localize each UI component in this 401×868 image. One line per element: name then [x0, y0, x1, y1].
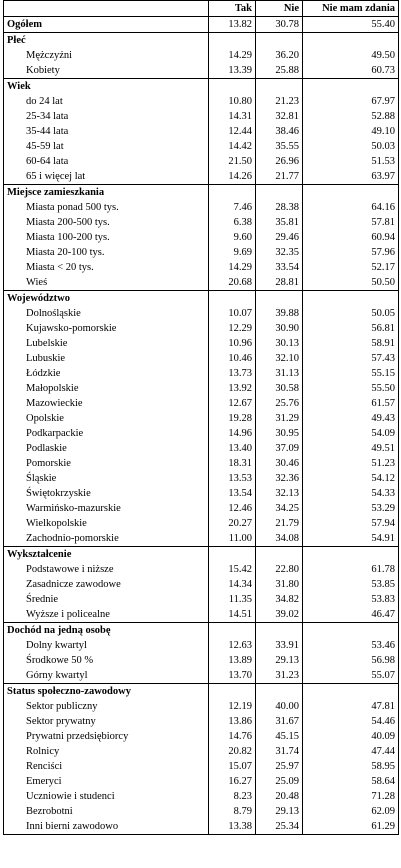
value-cell: 50.50 [303, 275, 399, 291]
value-cell: 58.95 [303, 759, 399, 774]
row-label: Górny kwartyl [4, 668, 209, 684]
table-row [4, 366, 399, 381]
value-cell: 36.20 [256, 48, 303, 63]
table-row [4, 260, 399, 275]
section-header-row [4, 185, 399, 201]
table-row [4, 774, 399, 789]
value-cell: 54.46 [303, 714, 399, 729]
value-cell: 57.81 [303, 215, 399, 230]
value-cell: 21.77 [256, 169, 303, 185]
value-cell: 12.19 [209, 699, 256, 714]
table-row [4, 592, 399, 607]
section-value-cell: 55.40 [303, 17, 399, 33]
value-cell: 55.15 [303, 366, 399, 381]
section-value-cell [209, 185, 256, 201]
value-cell: 34.08 [256, 531, 303, 547]
table-row [4, 699, 399, 714]
survey-table [3, 0, 399, 835]
table-row [4, 456, 399, 471]
row-label: Podkarpackie [4, 426, 209, 441]
value-cell: 54.09 [303, 426, 399, 441]
value-cell: 35.55 [256, 139, 303, 154]
table-row [4, 789, 399, 804]
value-cell: 32.81 [256, 109, 303, 124]
row-label: Wyższe i policealne [4, 607, 209, 623]
value-cell: 28.81 [256, 275, 303, 291]
table-row [4, 653, 399, 668]
section-group [4, 291, 399, 547]
section-value-cell [209, 79, 256, 95]
value-cell: 13.70 [209, 668, 256, 684]
value-cell: 37.09 [256, 441, 303, 456]
value-cell: 47.44 [303, 744, 399, 759]
table-row [4, 441, 399, 456]
section-value-cell [209, 684, 256, 700]
row-label: Warmińsko-mazurskie [4, 501, 209, 516]
table-row [4, 759, 399, 774]
value-cell: 14.51 [209, 607, 256, 623]
value-cell: 34.25 [256, 501, 303, 516]
value-cell: 30.90 [256, 321, 303, 336]
value-cell: 19.28 [209, 411, 256, 426]
row-label: Wieś [4, 275, 209, 291]
value-cell: 38.46 [256, 124, 303, 139]
value-cell: 30.13 [256, 336, 303, 351]
value-cell: 53.46 [303, 638, 399, 653]
value-cell: 14.26 [209, 169, 256, 185]
section-value-cell [303, 79, 399, 95]
value-cell: 54.12 [303, 471, 399, 486]
table-row [4, 154, 399, 169]
value-cell: 9.69 [209, 245, 256, 260]
value-cell: 33.91 [256, 638, 303, 653]
header-nie-mam-zdania: Nie mam zdania [303, 1, 399, 17]
value-cell: 31.23 [256, 668, 303, 684]
value-cell: 22.80 [256, 562, 303, 577]
value-cell: 57.96 [303, 245, 399, 260]
row-label: Emeryci [4, 774, 209, 789]
section-group [4, 17, 399, 33]
value-cell: 29.13 [256, 653, 303, 668]
value-cell: 29.13 [256, 804, 303, 819]
row-label: Zasadnicze zawodowe [4, 577, 209, 592]
value-cell: 20.27 [209, 516, 256, 531]
value-cell: 26.96 [256, 154, 303, 169]
value-cell: 8.23 [209, 789, 256, 804]
section-title: Dochód na jedną osobę [4, 623, 209, 639]
value-cell: 14.42 [209, 139, 256, 154]
value-cell: 14.34 [209, 577, 256, 592]
section-group [4, 684, 399, 835]
section-value-cell [303, 291, 399, 307]
value-cell: 61.78 [303, 562, 399, 577]
section-header-row [4, 623, 399, 639]
value-cell: 51.53 [303, 154, 399, 169]
section-header-row [4, 547, 399, 563]
section-header-row [4, 33, 399, 49]
value-cell: 55.50 [303, 381, 399, 396]
table-row [4, 321, 399, 336]
row-label: Kujawsko-pomorskie [4, 321, 209, 336]
table-row [4, 516, 399, 531]
table-row [4, 48, 399, 63]
value-cell: 20.48 [256, 789, 303, 804]
table-row [4, 426, 399, 441]
section-header-row [4, 79, 399, 95]
value-cell: 10.96 [209, 336, 256, 351]
value-cell: 28.38 [256, 200, 303, 215]
section-value-cell [303, 185, 399, 201]
row-label: Dolnośląskie [4, 306, 209, 321]
row-label: Podlaskie [4, 441, 209, 456]
section-title: Płeć [4, 33, 209, 49]
value-cell: 9.60 [209, 230, 256, 245]
table-row [4, 577, 399, 592]
value-cell: 63.97 [303, 169, 399, 185]
value-cell: 20.68 [209, 275, 256, 291]
section-group [4, 623, 399, 684]
row-label: Mazowieckie [4, 396, 209, 411]
value-cell: 12.46 [209, 501, 256, 516]
value-cell: 50.05 [303, 306, 399, 321]
row-label: Lubelskie [4, 336, 209, 351]
value-cell: 13.89 [209, 653, 256, 668]
table-row [4, 336, 399, 351]
row-label: Sektor prywatny [4, 714, 209, 729]
row-label: Mężczyźni [4, 48, 209, 63]
section-value-cell [256, 33, 303, 49]
row-label: Małopolskie [4, 381, 209, 396]
value-cell: 25.09 [256, 774, 303, 789]
section-title: Ogółem [4, 17, 209, 33]
value-cell: 54.33 [303, 486, 399, 501]
value-cell: 60.94 [303, 230, 399, 245]
row-label: Bezrobotni [4, 804, 209, 819]
value-cell: 49.50 [303, 48, 399, 63]
value-cell: 14.29 [209, 48, 256, 63]
value-cell: 12.44 [209, 124, 256, 139]
value-cell: 29.46 [256, 230, 303, 245]
table-row [4, 714, 399, 729]
table-row [4, 306, 399, 321]
value-cell: 49.43 [303, 411, 399, 426]
value-cell: 7.46 [209, 200, 256, 215]
row-label: Zachodnio-pomorskie [4, 531, 209, 547]
section-value-cell [303, 623, 399, 639]
value-cell: 61.57 [303, 396, 399, 411]
row-label: Świętokrzyskie [4, 486, 209, 501]
row-label: Kobiety [4, 63, 209, 79]
value-cell: 13.92 [209, 381, 256, 396]
table-row [4, 215, 399, 230]
value-cell: 47.81 [303, 699, 399, 714]
row-label: Podstawowe i niższe [4, 562, 209, 577]
header-nie: Nie [256, 1, 303, 17]
row-label: Wielkopolskie [4, 516, 209, 531]
section-value-cell [209, 33, 256, 49]
row-label: 35-44 lata [4, 124, 209, 139]
value-cell: 57.94 [303, 516, 399, 531]
table-row [4, 94, 399, 109]
row-label: do 24 lat [4, 94, 209, 109]
value-cell: 53.85 [303, 577, 399, 592]
section-header-row [4, 291, 399, 307]
value-cell: 25.88 [256, 63, 303, 79]
row-label: Środkowe 50 % [4, 653, 209, 668]
value-cell: 32.10 [256, 351, 303, 366]
section-value-cell: 30.78 [256, 17, 303, 33]
table-row [4, 729, 399, 744]
row-label: Średnie [4, 592, 209, 607]
table-row [4, 562, 399, 577]
section-value-cell [209, 291, 256, 307]
value-cell: 46.47 [303, 607, 399, 623]
row-label: Prywatni przedsiębiorcy [4, 729, 209, 744]
value-cell: 49.10 [303, 124, 399, 139]
value-cell: 60.73 [303, 63, 399, 79]
row-label: Rolnicy [4, 744, 209, 759]
value-cell: 33.54 [256, 260, 303, 275]
value-cell: 34.82 [256, 592, 303, 607]
value-cell: 52.88 [303, 109, 399, 124]
section-title: Wiek [4, 79, 209, 95]
value-cell: 25.76 [256, 396, 303, 411]
value-cell: 31.13 [256, 366, 303, 381]
row-label: Miasta 20-100 tys. [4, 245, 209, 260]
table-row [4, 501, 399, 516]
value-cell: 49.51 [303, 441, 399, 456]
value-cell: 50.03 [303, 139, 399, 154]
table-row [4, 396, 399, 411]
table-row [4, 109, 399, 124]
value-cell: 53.83 [303, 592, 399, 607]
value-cell: 61.29 [303, 819, 399, 835]
section-group [4, 185, 399, 291]
section-title: Wykształcenie [4, 547, 209, 563]
table-row [4, 486, 399, 501]
value-cell: 13.38 [209, 819, 256, 835]
section-value-cell [256, 547, 303, 563]
section-title: Województwo [4, 291, 209, 307]
header-row [4, 1, 399, 17]
value-cell: 67.97 [303, 94, 399, 109]
section-value-cell [256, 291, 303, 307]
value-cell: 45.15 [256, 729, 303, 744]
section-value-cell [209, 547, 256, 563]
value-cell: 6.38 [209, 215, 256, 230]
table-row [4, 124, 399, 139]
value-cell: 25.34 [256, 819, 303, 835]
value-cell: 20.82 [209, 744, 256, 759]
value-cell: 21.79 [256, 516, 303, 531]
row-label: 60-64 lata [4, 154, 209, 169]
value-cell: 54.91 [303, 531, 399, 547]
value-cell: 56.98 [303, 653, 399, 668]
value-cell: 56.81 [303, 321, 399, 336]
value-cell: 13.54 [209, 486, 256, 501]
table-row [4, 169, 399, 185]
row-label: 25-34 lata [4, 109, 209, 124]
section-group [4, 547, 399, 623]
table-row [4, 381, 399, 396]
value-cell: 55.07 [303, 668, 399, 684]
section-value-cell [303, 547, 399, 563]
table-row [4, 245, 399, 260]
value-cell: 31.74 [256, 744, 303, 759]
table-row [4, 351, 399, 366]
table-row [4, 531, 399, 547]
value-cell: 31.80 [256, 577, 303, 592]
table-row [4, 275, 399, 291]
header-tak: Tak [209, 1, 256, 17]
section-group [4, 33, 399, 79]
value-cell: 30.95 [256, 426, 303, 441]
value-cell: 13.86 [209, 714, 256, 729]
header-blank [4, 1, 209, 17]
value-cell: 35.81 [256, 215, 303, 230]
value-cell: 39.88 [256, 306, 303, 321]
table-row [4, 139, 399, 154]
section-value-cell [303, 33, 399, 49]
value-cell: 57.43 [303, 351, 399, 366]
value-cell: 40.00 [256, 699, 303, 714]
value-cell: 25.97 [256, 759, 303, 774]
value-cell: 31.67 [256, 714, 303, 729]
table-row [4, 200, 399, 215]
value-cell: 13.73 [209, 366, 256, 381]
section-header-row [4, 684, 399, 700]
row-label: Miasta 100-200 tys. [4, 230, 209, 245]
table-row [4, 668, 399, 684]
section-group [4, 79, 399, 185]
section-value-cell [256, 684, 303, 700]
value-cell: 13.40 [209, 441, 256, 456]
value-cell: 32.13 [256, 486, 303, 501]
value-cell: 18.31 [209, 456, 256, 471]
value-cell: 10.46 [209, 351, 256, 366]
table-row [4, 804, 399, 819]
row-label: Łódzkie [4, 366, 209, 381]
row-label: Lubuskie [4, 351, 209, 366]
section-value-cell [209, 623, 256, 639]
section-value-cell [303, 684, 399, 700]
table-row [4, 411, 399, 426]
value-cell: 14.31 [209, 109, 256, 124]
row-label: Uczniowie i studenci [4, 789, 209, 804]
value-cell: 52.17 [303, 260, 399, 275]
table-row [4, 819, 399, 835]
value-cell: 71.28 [303, 789, 399, 804]
section-value-cell [256, 623, 303, 639]
section-value-cell [256, 79, 303, 95]
table-row [4, 471, 399, 486]
section-value-cell [256, 185, 303, 201]
row-label: Renciści [4, 759, 209, 774]
value-cell: 16.27 [209, 774, 256, 789]
table-row [4, 607, 399, 623]
value-cell: 32.35 [256, 245, 303, 260]
value-cell: 30.58 [256, 381, 303, 396]
row-label: Dolny kwartyl [4, 638, 209, 653]
value-cell: 15.07 [209, 759, 256, 774]
value-cell: 31.29 [256, 411, 303, 426]
row-label: Miasta 200-500 tys. [4, 215, 209, 230]
row-label: Miasta ponad 500 tys. [4, 200, 209, 215]
section-value-cell: 13.82 [209, 17, 256, 33]
value-cell: 14.29 [209, 260, 256, 275]
row-label: Inni bierni zawodowo [4, 819, 209, 835]
row-label: Pomorskie [4, 456, 209, 471]
section-title: Miejsce zamieszkania [4, 185, 209, 201]
value-cell: 11.00 [209, 531, 256, 547]
row-label: 65 i więcej lat [4, 169, 209, 185]
value-cell: 8.79 [209, 804, 256, 819]
value-cell: 13.39 [209, 63, 256, 79]
row-label: Sektor publiczny [4, 699, 209, 714]
value-cell: 12.29 [209, 321, 256, 336]
value-cell: 13.53 [209, 471, 256, 486]
table-row [4, 230, 399, 245]
value-cell: 10.80 [209, 94, 256, 109]
row-label: Miasta < 20 tys. [4, 260, 209, 275]
value-cell: 14.96 [209, 426, 256, 441]
value-cell: 30.46 [256, 456, 303, 471]
value-cell: 15.42 [209, 562, 256, 577]
value-cell: 62.09 [303, 804, 399, 819]
table-row [4, 63, 399, 79]
row-label: 45-59 lat [4, 139, 209, 154]
table-row [4, 744, 399, 759]
value-cell: 64.16 [303, 200, 399, 215]
value-cell: 53.29 [303, 501, 399, 516]
row-label: Śląskie [4, 471, 209, 486]
value-cell: 21.23 [256, 94, 303, 109]
value-cell: 11.35 [209, 592, 256, 607]
row-label: Opolskie [4, 411, 209, 426]
table-row [4, 638, 399, 653]
value-cell: 12.63 [209, 638, 256, 653]
value-cell: 21.50 [209, 154, 256, 169]
value-cell: 14.76 [209, 729, 256, 744]
value-cell: 40.09 [303, 729, 399, 744]
value-cell: 12.67 [209, 396, 256, 411]
value-cell: 39.02 [256, 607, 303, 623]
section-header-row [4, 17, 399, 33]
value-cell: 58.91 [303, 336, 399, 351]
value-cell: 32.36 [256, 471, 303, 486]
value-cell: 51.23 [303, 456, 399, 471]
value-cell: 58.64 [303, 774, 399, 789]
section-title: Status społeczno-zawodowy [4, 684, 209, 700]
value-cell: 10.07 [209, 306, 256, 321]
